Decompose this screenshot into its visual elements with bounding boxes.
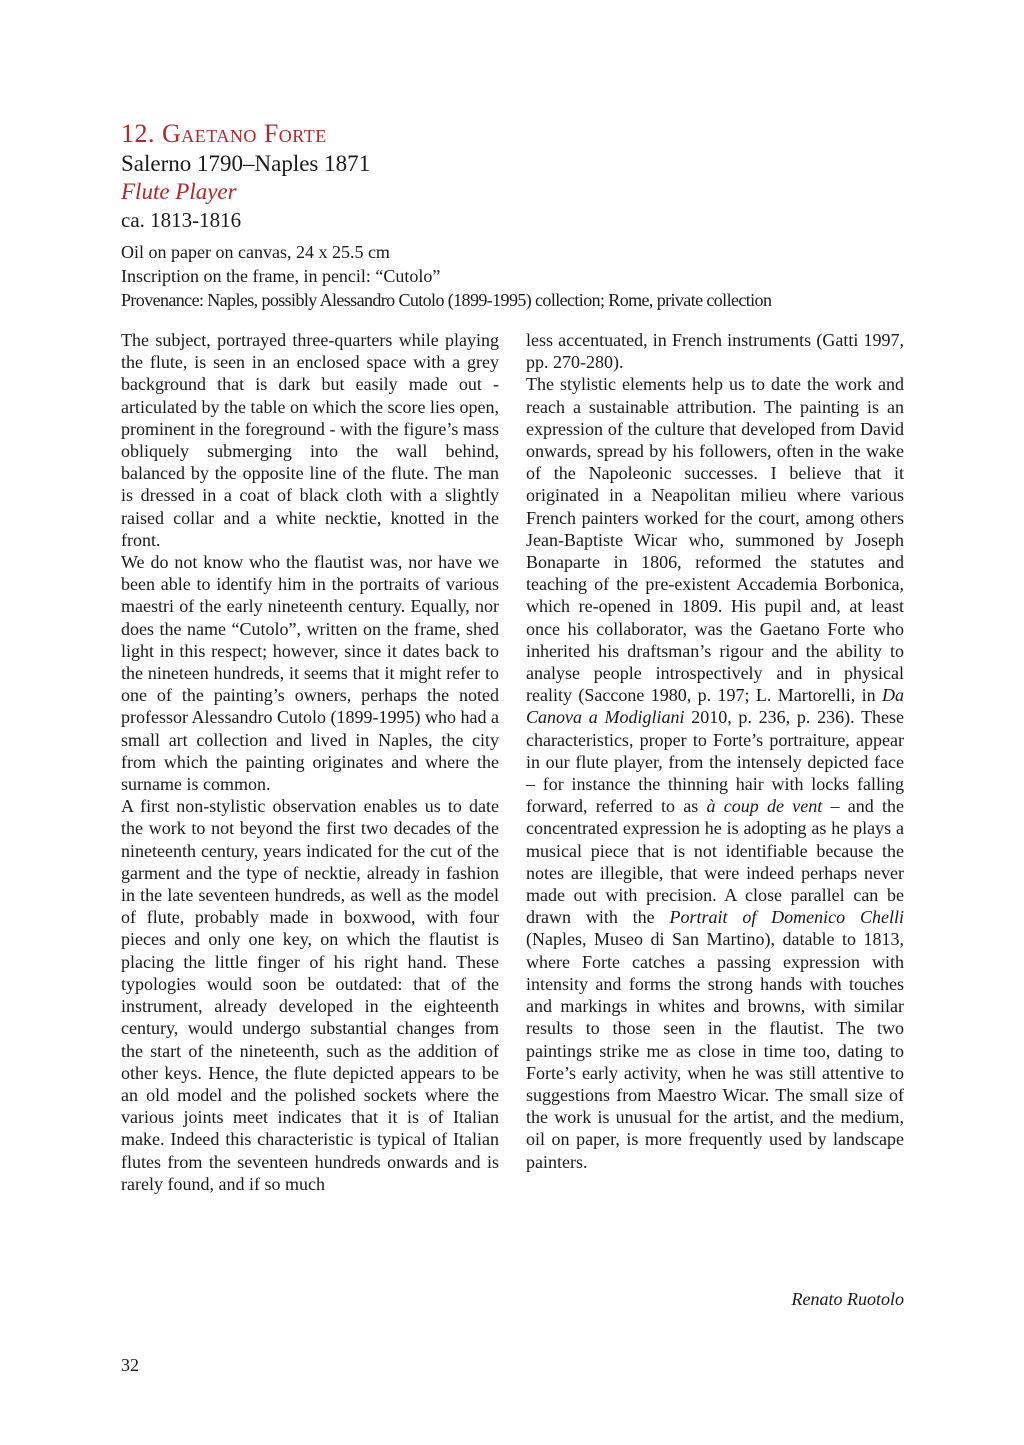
artist-name: Gaetano Forte — [162, 119, 327, 148]
paragraph-text: – and the concentrated expression he is adopting as he plays a musical piece that is not identifiable because the notes are illegible, that were indeed perhaps never made out with precision. A close parallel can be drawn with the — [526, 796, 904, 928]
provenance: Provenance: Naples, possibly Alessandro Cutolo (1899-1995) collection; Rome, private collection — [121, 290, 772, 310]
work-date: ca. 1813-1816 — [121, 208, 242, 232]
paragraph-text: The stylistic elements help us to date the work and reach a sustainable attribution. The painting is an expression of the culture that developed from David onwards, spread by his followers, often in the wake of the Napoleonic successes. I believe that it originated in a Neapolitan milieu where various French painters worked for the court, among others Jean-Baptiste Wicar who, summoned by Joseph Bonaparte in 1806, reformed the statutes and teaching of the pre-existent Accademia Borbonica, which re-opened in 1809. His pupil and, at least once his collaborator, was the Gaetano Forte who inherited his draftsman’s rigour and the ability to analyse people introspectively and in physical reality (Saccone 1980, p. 197; L. Martorelli, in — [526, 374, 904, 706]
inscription: Inscription on the frame, in pencil: “Cutolo” — [121, 266, 441, 286]
text-column-right — [526, 329, 904, 1173]
paragraph-text: 2010, p. 236, p. 236). These characteristics, proper to Forte’s portraiture, appear in our flute player, from the intensely depicted face – for instance the thinning hair with locks falling forward, referred to as — [526, 707, 905, 817]
exhibition-title: Da Canova a Modigliani — [526, 685, 904, 728]
paragraph: A first non-stylistic observation enables us to date the work to not beyond the first two decades of the nineteenth century, years indicated for the cut of the garment and the type of necktie, already in fashion in the late seventeen hundreds, as well as the model of flute, probably made in boxwood, with four pieces and only one key, on which the flautist is placing the little finger of his right hand. These typologies would soon be outdated: that of the instrument, already developed in the eighteenth century, would undergo substantial changes from the start of the nineteenth, such as the addition of other keys. Hence, the flute depicted appears to be an old model and the polished sockets where the various joints meet indicates that it is of Italian make. Indeed this characteristic is typical of Italian flutes from the seventeen hundreds onwards and is rarely found, and if so much — [121, 796, 499, 1194]
painting-title: Portrait of Domenico Chelli — [669, 907, 905, 928]
entry-header — [121, 118, 911, 312]
work-title: Flute Player — [121, 179, 237, 204]
entry-title — [121, 118, 911, 150]
paragraph: less accentuated, in French instruments (Gatti 1997, pp. 270-280). — [526, 330, 904, 373]
paragraph — [526, 373, 904, 1172]
paragraph-text: (Naples, Museo di San Martino), datable to 1813, where Forte catches a passing expression with intensity and forms the strong hands with touches and markings in whites and browns, with similar results to those seen in the flautist. The two paintings strike me as close in time too, dating to Forte’s early activity, when he was still attentive to suggestions from Maestro Wicar. The small size of the work is unusual for the artist, and the medium, oil on paper, is more frequently used by landscape painters. — [526, 929, 904, 1172]
entry-number: 12. — [121, 119, 155, 148]
foreign-phrase: à coup de vent — [706, 796, 823, 817]
artist-dates: Salerno 1790–Naples 1871 — [121, 151, 371, 176]
paragraph: The subject, portrayed three-quarters while playing the flute, is seen in an enclosed space with a grey background that is dark but easily made out - articulated by the table on which the score lies open, prominent in the foreground - with the figure’s mass obliquely submerging into the wall behind, balanced by the opposite line of the flute. The man is dressed in a coat of black cloth with a slightly raised collar and a white necktie, knotted in the front. — [121, 330, 499, 550]
page-number: 32 — [121, 1355, 139, 1375]
paragraph: We do not know who the flautist was, nor have we been able to identify him in the portraits of various maestri of the early nineteenth century. Equally, nor does the name “Cutolo”, written on the frame, shed light in this respect; however, since it dates back to the nineteen hundreds, it seems that it might refer to one of the painting’s owners, perhaps the noted professor Alessandro Cutolo (1899-1995) who had a small art collection and lived in Naples, the city from which the painting originates and where the surname is common. — [121, 552, 499, 795]
medium-dimensions: Oil on paper on canvas, 24 x 25.5 cm — [121, 242, 390, 262]
text-column-left — [121, 329, 499, 1195]
author-signature: Renato Ruotolo — [791, 1289, 904, 1309]
